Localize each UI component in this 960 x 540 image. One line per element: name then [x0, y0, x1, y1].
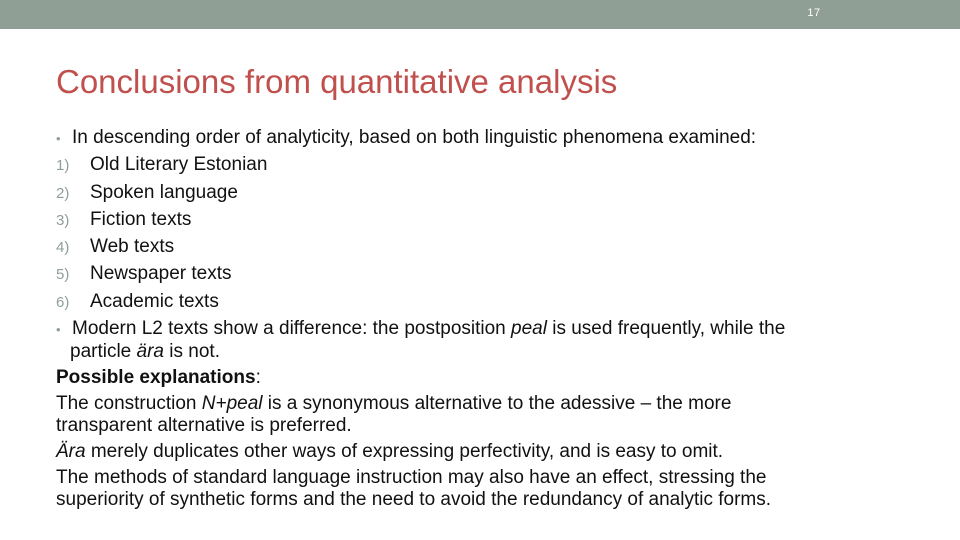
term-peal: peal: [511, 318, 547, 340]
term-ara: ära: [136, 341, 164, 363]
intro-bullet: [56, 127, 916, 150]
explanation-construction-line2: transparent alternative is preferred.: [56, 415, 352, 437]
ranked-item-number: 6): [56, 293, 70, 311]
explanations-heading: [56, 367, 916, 389]
ranked-item-text: Newspaper texts: [90, 263, 232, 285]
ranked-item-number: 1): [56, 157, 70, 175]
term-ara-capital: Ära: [56, 441, 86, 463]
ranked-item: [56, 291, 916, 314]
l2-bullet-text: particle: [70, 341, 137, 363]
term-n-peal: N+peal: [201, 393, 263, 415]
ranked-item: [56, 209, 916, 232]
ranked-item-number: 5): [56, 266, 70, 284]
bullet-marker: •: [56, 131, 61, 146]
ranked-item-text: Old Literary Estonian: [90, 154, 268, 176]
ranked-item-text: Academic texts: [90, 290, 219, 312]
slide-body: [56, 127, 916, 511]
explanation-text: is a synonymous alternative to the adessive – the more: [262, 393, 732, 415]
ranked-item: [56, 236, 916, 259]
explanation-construction: [56, 393, 916, 415]
ranked-item-number: 3): [56, 211, 70, 229]
intro-bullet-text: In descending order of analyticity, based on both linguistic phenomena examined:: [72, 127, 757, 148]
l2-bullet-text: Modern L2 texts show a difference: the postposition: [72, 318, 512, 340]
slide-title: Conclusions from quantitative analysis: [56, 63, 618, 100]
explanations-heading-label: Possible explanations: [56, 367, 256, 389]
ranked-item-number: 4): [56, 239, 70, 257]
ranked-item-text: Fiction texts: [90, 208, 192, 230]
explanation-methods: The methods of standard language instruction may also have an effect, stressing the: [56, 467, 767, 489]
explanation-text: merely duplicates other ways of expressing perfectivity, and is easy to omit.: [85, 441, 724, 463]
slide-number: 17: [807, 7, 821, 19]
ranked-item: [56, 182, 916, 205]
ranked-item-text: Spoken language: [90, 181, 238, 203]
slide-header-bar: [0, 0, 960, 29]
explanation-ara: [56, 441, 916, 463]
l2-bullet-text: is not.: [164, 341, 220, 363]
ranked-item: [56, 154, 916, 177]
l2-bullet: [56, 318, 916, 363]
l2-bullet-text: is used frequently, while the: [546, 318, 786, 340]
heading-colon: :: [255, 367, 261, 389]
ranked-item-text: Web texts: [90, 236, 175, 258]
bullet-marker: •: [56, 322, 61, 338]
explanation-methods-line2: superiority of synthetic forms and the need to avoid the redundancy of analytic forms.: [56, 489, 771, 511]
ranked-item-number: 2): [56, 184, 70, 202]
ranked-item: [56, 263, 916, 286]
explanation-text: The construction: [56, 393, 202, 415]
